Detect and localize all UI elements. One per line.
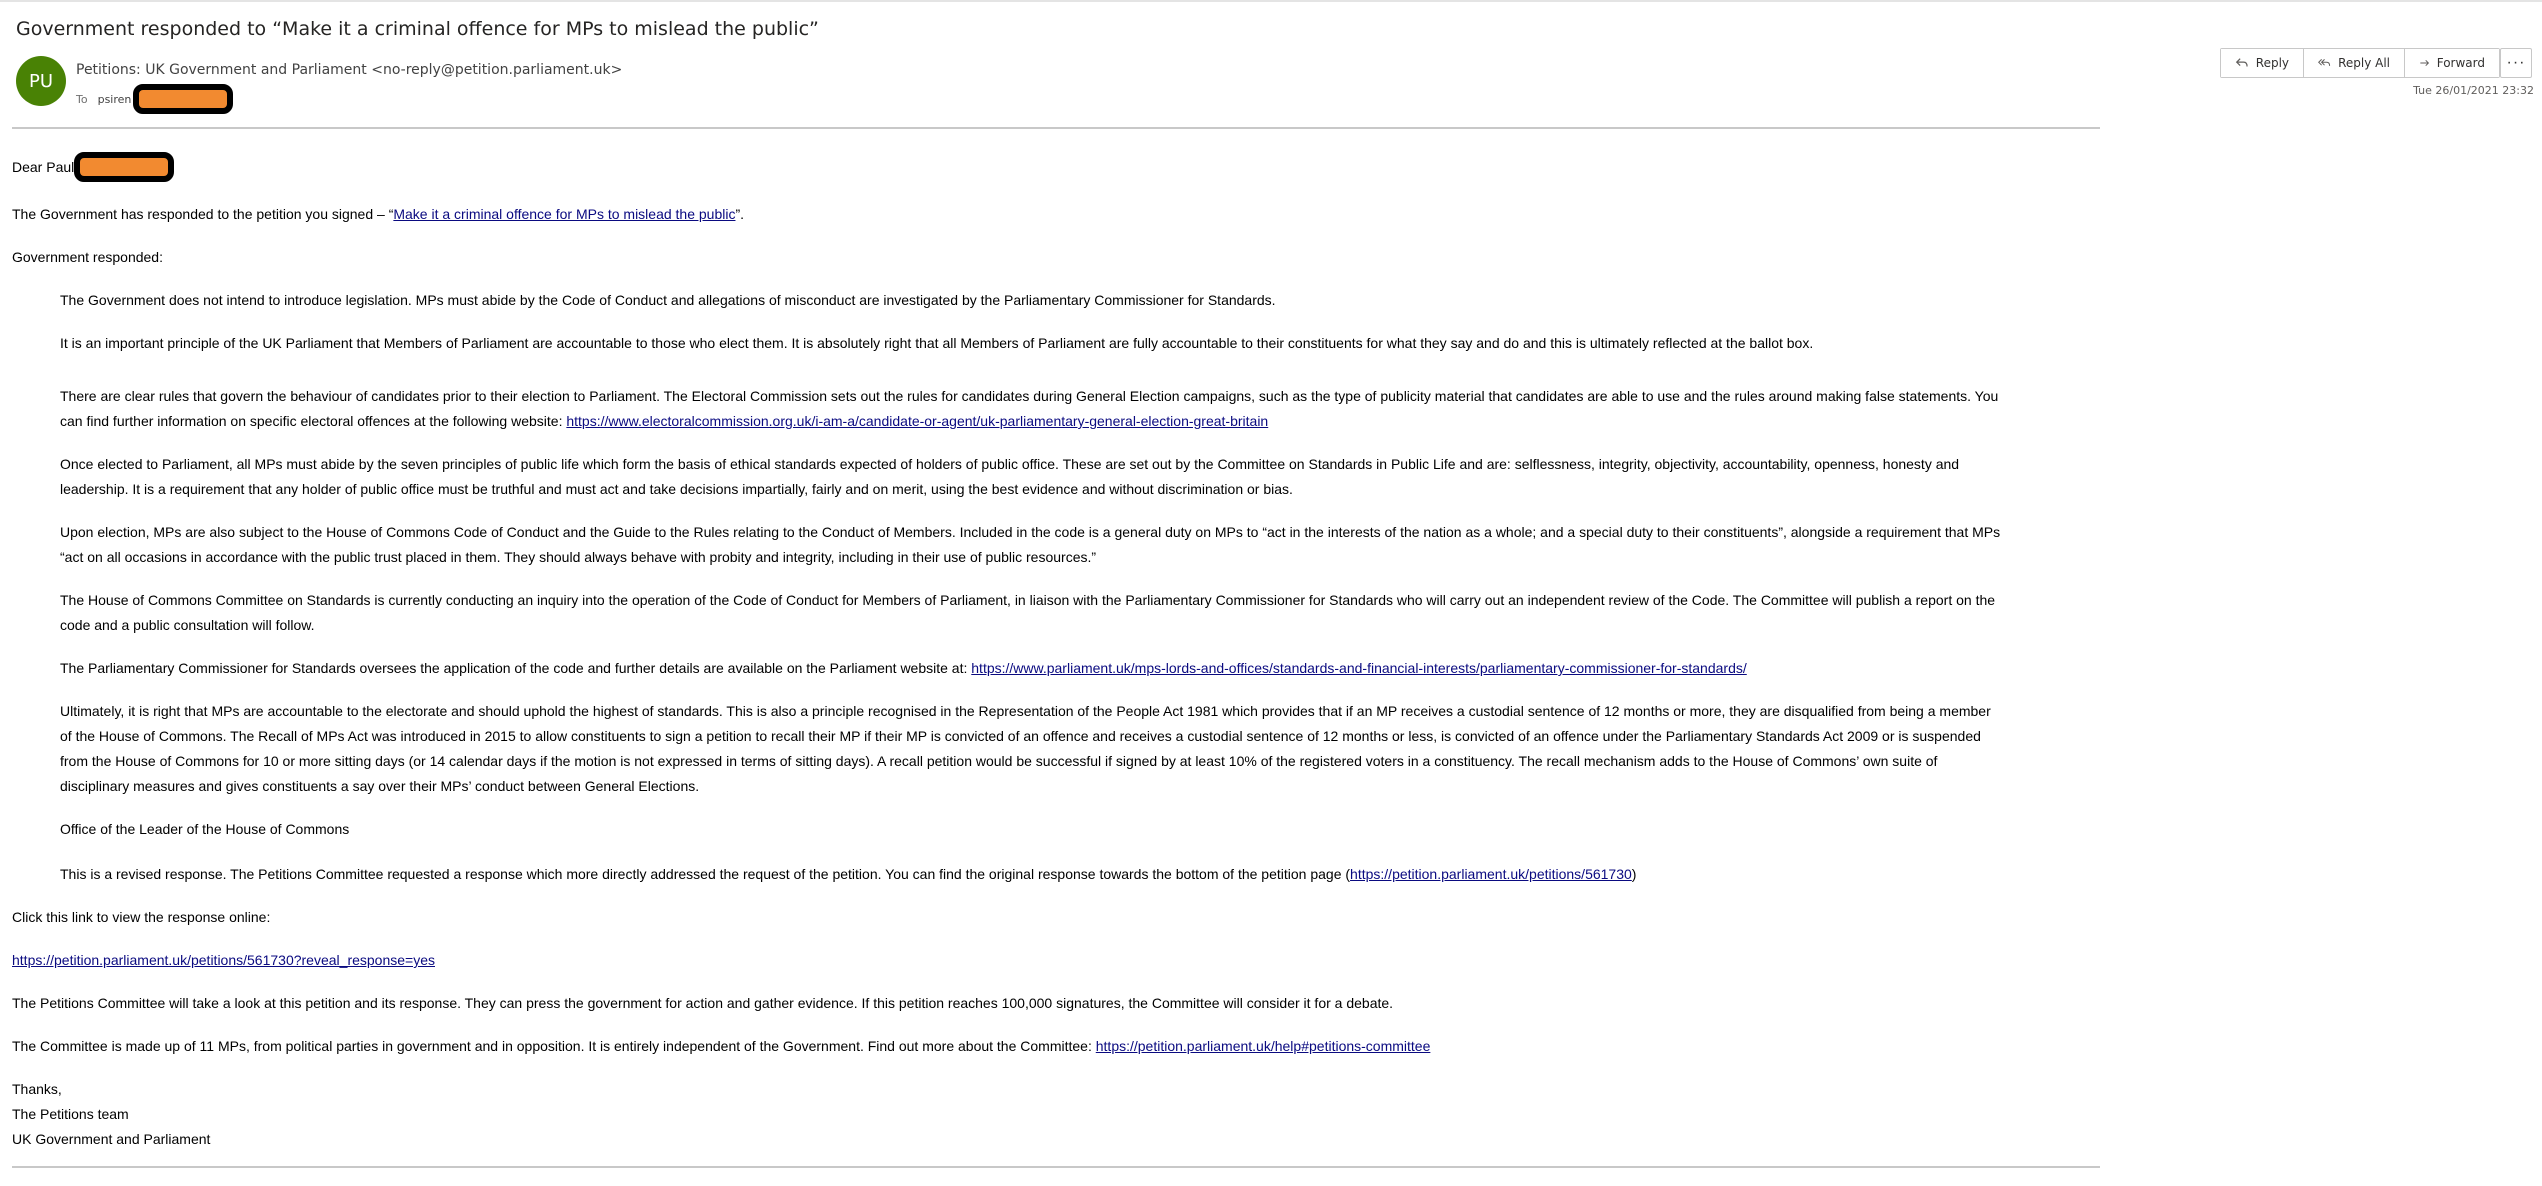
top-border [0, 0, 2542, 2]
sender-avatar[interactable]: PU [16, 56, 66, 106]
response-signature: Office of the Leader of the House of Commons [60, 821, 350, 837]
reply-label: Reply [2255, 56, 2289, 70]
header-divider [12, 127, 2100, 129]
sign-thanks: Thanks, [12, 1081, 62, 1097]
view-response-link[interactable]: https://petition.parliament.uk/petitions/561730?reveal_response=yes [12, 952, 435, 968]
response-paragraph-7 [60, 656, 2002, 681]
forward-label: Forward [2436, 56, 2485, 70]
original-petition-link[interactable]: https://petition.parliament.uk/petitions/561730 [1350, 866, 1632, 882]
greeting [12, 150, 2112, 184]
click-link-label: Click this link to view the response online: [12, 909, 271, 925]
response-paragraph-1: The Government does not intend to introduce legislation. MPs must abide by the Code of Conduct and allegations of misconduct are investigated by the Parliamentary Commissioner for Standards. [60, 292, 1276, 308]
committee-paragraph: The Petitions Committee will take a look at this petition and its response. They can press the government for action and gather evidence. If this petition reaches 100,000 signatures, the Committee will consider it for a debate. [12, 995, 1394, 1011]
response-link-line [12, 948, 2112, 973]
recipient-name[interactable]: psiren [97, 92, 132, 106]
revision-suffix: ) [1631, 866, 1637, 882]
sender-name[interactable]: Petitions: UK Government and Parliament <no-reply@petition.parliament.uk> [76, 62, 623, 78]
forward-button[interactable] [2404, 49, 2499, 77]
intro-paragraph [12, 202, 2112, 227]
revision-text: This is a revised response. The Petitions Committee requested a response which more directly addressed the request of the petition. You can find the original response towards the bottom of the petition page ( [60, 866, 1351, 882]
reply-all-button[interactable] [2303, 49, 2404, 77]
reply-icon [2235, 56, 2249, 70]
intro-suffix: ”. [735, 206, 745, 222]
paragraph-3-text: There are clear rules that govern the behaviour of candidates prior to their election to Parliament. The Electoral Commission sets out the rules for candidates during General Election campaigns, such as the type of publicity material that candidates are able to use and the rules around making false statements. You can find further information on specific electoral offences at the following website: [60, 388, 1999, 429]
intro-prefix: The Government has responded to the petition you signed – “ [12, 206, 394, 222]
email-signature [12, 1077, 2112, 1152]
petition-title-link[interactable]: Make it a criminal offence for MPs to mislead the public [393, 206, 736, 222]
forward-icon [2419, 56, 2430, 70]
parliament-standards-link[interactable]: https://www.parliament.uk/mps-lords-and-offices/standards-and-financial-interests/parliamentary-commissioner-for-standards/ [971, 660, 1747, 676]
paragraph-7-text: The Parliamentary Commissioner for Standards oversees the application of the code and further details are available on the Parliament website at: [60, 660, 972, 676]
greeting-text: Dear Paul [12, 159, 75, 175]
response-paragraph-5: Upon election, MPs are also subject to the House of Commons Code of Conduct and the Guide to the Rules relating to the Conduct of Members. Included in the code is a general duty on MPs to “act in the interests of the nation as a whole; and a special duty to their constituents”, alongside a requirement that MPs “act on all occasions in accordance with the public trust placed in them. They should always behave with probity and integrity, including in their use of public resources.” [60, 524, 2001, 565]
email-subject: Government responded to “Make it a criminal offence for MPs to mislead the public” [16, 18, 819, 40]
response-paragraph-2: It is an important principle of the UK Parliament that Members of Parliament are accountable to those who elect them. It is absolutely right that all Members of Parliament are fully accountable to their constituents for what they say and do and this is ultimately reflected at the ballot box. [60, 335, 1814, 351]
petitions-committee-link[interactable]: https://petition.parliament.uk/help#petitions-committee [1095, 1038, 1431, 1054]
electoral-commission-link[interactable]: https://www.electoralcommission.org.uk/i-am-a/candidate-or-agent/uk-parliamentary-general-election-great-britain [566, 413, 1269, 429]
sign-org: UK Government and Parliament [12, 1131, 211, 1147]
more-actions-button[interactable] [2500, 48, 2532, 78]
redaction-mark [133, 84, 233, 114]
sent-date: Tue 26/01/2021 23:32 [2413, 84, 2534, 97]
government-response [12, 288, 2002, 887]
revision-note [60, 862, 2002, 887]
sign-team: The Petitions team [12, 1106, 129, 1122]
message-body [12, 150, 2112, 1152]
members-text: The Committee is made up of 11 MPs, from political parties in government and in opposition. It is entirely independent of the Government. Find out more about the Committee: [12, 1038, 1096, 1054]
footer-divider [12, 1166, 2100, 1168]
response-paragraph-4: Once elected to Parliament, all MPs must abide by the seven principles of public life which form the basis of ethical standards expected of holders of public office. These are set out by the Committee on Standards in Public Life and are: selflessness, integrity, objectivity, accountability, openness, honesty and leadership. It is a requirement that any holder of public office must be truthful and must act and take decisions impartially, fairly and on merit, using the best evidence and without discrimination or bias. [60, 456, 1960, 497]
response-paragraph-6: The House of Commons Committee on Standards is currently conducting an inquiry into the operation of the Code of Conduct for Members of Parliament, in liaison with the Parliamentary Commissioner for Standards who will carry out an independent review of the Code. The Committee will publish a report on the code and a public consultation will follow. [60, 592, 1996, 633]
more-icon: ··· [2506, 54, 2526, 71]
recipient-line [76, 84, 233, 114]
message-actions [2220, 48, 2500, 78]
responded-label: Government responded: [12, 249, 163, 265]
response-paragraph-3 [60, 384, 2002, 434]
reply-all-label: Reply All [2338, 56, 2390, 70]
response-paragraph-8: Ultimately, it is right that MPs are accountable to the electorate and should uphold the highest of standards. This is also a principle recognised in the Representation of the People Act 1981 which provides that if an MP receives a custodial sentence of 12 months or more, they are disqualified from being a member of the House of Commons. The Recall of MPs Act was introduced in 2015 to allow constituents to sign a petition to recall their MP if their MP is convicted of an offence and receives a custodial sentence of 12 months or less, is convicted of an offence under the Parliamentary Standards Act 2009 or is suspended from the House of Commons for 10 or more sitting days (or 14 calendar days if the motion is not expressed in terms of sitting days). A recall petition would be successful if signed by at least 10% of the registered voters in a constituency. The recall mechanism adds to the House of Commons’ own suite of disciplinary measures and gives constituents a say over their MPs’ conduct between General Elections. [60, 703, 1991, 794]
reply-button[interactable] [2221, 49, 2303, 77]
to-label: To [76, 92, 88, 106]
committee-members-paragraph [12, 1034, 2112, 1059]
redaction-mark [74, 152, 174, 182]
reply-all-icon [2318, 56, 2331, 70]
